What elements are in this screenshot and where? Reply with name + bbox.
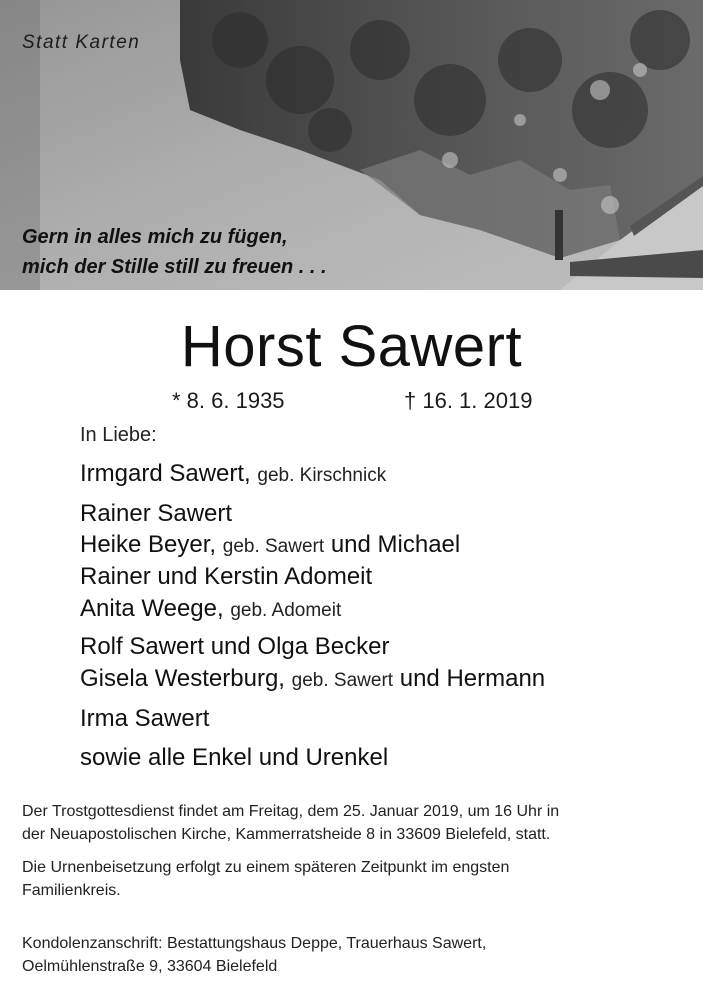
mourner-partner: und Michael [330,531,461,558]
mourner-name: Gisela Westerburg, [80,665,285,692]
mourner-anita [80,595,341,623]
statt-karten-label: Statt Karten [22,32,141,53]
maiden-name: geb. Sawert [222,536,325,557]
mourner-name: Irmgard Sawert, [80,460,251,487]
burial-line-1: Die Urnenbeisetzung erfolgt zu einem späteren Zeitpunkt im engsten [22,859,510,876]
mourner-rainer-kerstin: Rainer und Kerstin Adomeit [80,563,373,590]
mourner-rainer: Rainer Sawert [80,500,233,527]
condolence-line-2: Oelmühlenstraße 9, 33604 Bielefeld [22,958,278,975]
mourner-gisela [80,665,545,693]
mourner-name: Anita Weege, [80,595,224,622]
deceased-name: Horst Sawert [180,314,523,379]
maiden-name: geb. Sawert [291,670,394,691]
in-liebe-label: In Liebe: [80,424,157,446]
service-line-1: Der Trostgottesdienst findet am Freitag, dem 25. Januar 2019, um 16 Uhr in [22,803,560,820]
maiden-name: geb. Adomeit [230,600,342,621]
mourner-irmgard [80,460,386,488]
burial-info [22,856,687,902]
quote-line-1: Gern in alles mich zu fügen, [22,226,288,248]
birth-date: * 8. 6. 1935 [172,388,285,413]
mourner-heike [80,531,460,559]
mourner-irma: Irma Sawert [80,705,210,732]
death-date: † 16. 1. 2019 [404,388,533,413]
mourner-name: Heike Beyer, [80,531,217,558]
quote-line-2: mich der Stille still zu freuen . . . [22,256,327,278]
service-info [22,800,687,846]
mourner-partner: und Hermann [399,665,546,692]
condolence-line-1: Kondolenzanschrift: Bestattungshaus Deppe, Trauerhaus Sawert, [22,935,487,952]
memorial-quote [22,222,327,282]
burial-line-2: Familienkreis. [22,882,121,899]
mourner-enkel: sowie alle Enkel und Urenkel [80,744,389,771]
condolence-address [22,932,687,978]
maiden-name: geb. Kirschnick [257,465,387,486]
mourner-rolf-olga: Rolf Sawert und Olga Becker [80,633,390,660]
service-line-2: der Neuapostolischen Kirche, Kammerratsheide 8 in 33609 Bielefeld, statt. [22,826,551,843]
